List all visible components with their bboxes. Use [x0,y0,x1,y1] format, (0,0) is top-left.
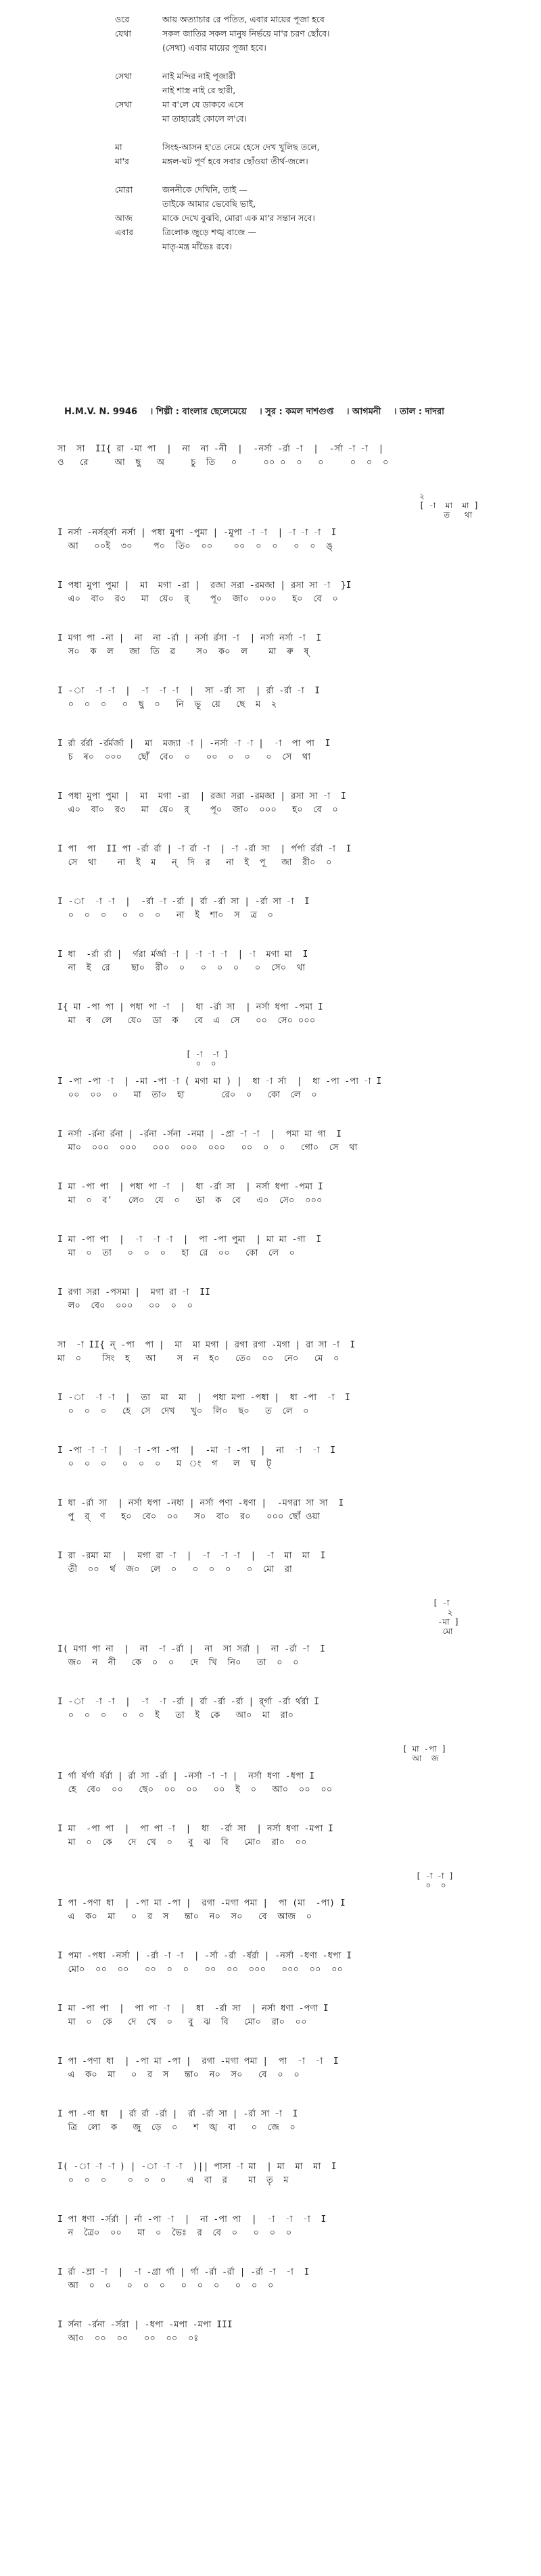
lyric-label: আজ [115,213,133,223]
record-header [64,405,524,420]
lyric-line [115,211,521,225]
swara-line: I -পা -পা -া | -মা -পা -া ( মগা মা ) | ধা -া র্সা | ধা -পা -পা -া I [57,1076,382,1087]
swara-line: I নর্সা -র্রনা র্রনা | -র্রনা -র্সনা -নমা | -প্রা -া -া | পমা মা গা I [57,1129,342,1139]
swara-line: I পধা মুপা পুমা | মা মগা -রা | রজা সরা -রমজা | রসা সা -া }I [57,580,352,591]
lyric-syllable-line: হে বে০ ০০ ছে০ ০০ ০০ ০০ ই ০ আ০ ০০ ০০ [57,1785,333,1795]
swara-line: I নর্সা -নর্সর্র্সা নর্সা | পধা মুপা -পুমা | -মুপা -া -া | -া -া -া I [57,528,337,538]
lyric-syllable-line: ০ ০ ০ হে সে দেখ খু০ লি০ ছ০ ত লে ০ [57,1406,309,1416]
lyric-syllable-line: ন ত্রৈ০ ০০ মা ০ ভৈঃ র বে ০ ০ ০ ০ [57,2228,292,2238]
swara-line: I ধা -র্রা সা | নর্সা ধপা -নধা | নর্সা পণা -ধণা | -মগরা সা সা I [57,1498,344,1508]
lyric-syllable-line: মা ০ তা ০ ০ ০ হা রে ০০ কো লে ০ [57,1248,296,1258]
lyric-syllable-line: ০ ০ ০ ০ ০ ০ এ বা র মা তৃ ম [57,2175,289,2185]
lyric-text: নাই শাস্ত্র নাই রে ছারী, [162,85,236,95]
genre-label: । আগমনী [346,407,381,417]
swara-line: I -া -া -া | -া -া -া | সা -র্রা সা | র্রা -র্রা -া I [57,686,321,696]
lyric-syllable-line: পু র্ ণ হ০ বে০ ০০ স০ বা০ র০ ০০০ ছোঁ ওয়া [57,1512,321,1522]
lyric-text: জননীকে দেখিনি, তাই — [162,184,248,195]
lyric-line [115,197,521,211]
taal-label: । তাল : দাদরা [393,407,444,417]
lyric-text: মাতৃ-মন্ত্র মাঁভৈঃ রবে। [162,241,233,251]
lyric-syllable-line: ০ ০ ০ ০ ০ ই তা ই কে আ০ মা রা০ [57,1710,293,1720]
lyric-syllable-line: ০ ০ ০ ০ ০ ০ ম ং গ ল ঘ ট্ [57,1459,272,1469]
lyric-line [115,26,521,41]
swara-line: I মা -পা পা | পধা পা -া | ধা -র্রা সা | নর্সা ধপা -পমা I [57,1182,323,1192]
lyric-line [115,55,521,69]
lyric-syllable-line: এ০ বা০ র৩ মা য়ে০ র্ পূ০ জা০ ০০০ হ০ বে ০ [57,594,338,604]
swara-line: I পা -পণা ধা | -পা মা -পা | রগা -মগা পমা | পা -া -া I [57,2056,339,2066]
lyric-syllable-line: জ০ ন নী কে ০ ০ দে খি নি০ তা ০ ০ [57,1658,299,1668]
lyric-syllable-line: মা ০ ব' লে০ যে ০ ডা ক বে এ০ সে০ ০০০ [57,1195,323,1206]
swara-line: I( -া -া -া ) | -া -া -া )|| পাসা -া মা | মা মা মা I [57,2162,337,2172]
lyric-syllable-line: সে থা না ই ম ন্ দি র না ই পূ জা রী০ ০ [57,858,332,868]
swara-line: I র্রা র্রর্রা -র্রর্মর্জা | মা মজ্যা -া | -নর্সা -া -া | -া পা পা I [57,739,331,749]
lyric-label: মা'র [115,156,129,166]
swara-line: সা সা II{ রা -মা পা | না না -নী | -নর্সা -র্রা -া | -র্সা -া -া | [57,444,384,454]
lyric-syllable-line: মা ব লে যে০ ডা ক বে এ সে ০০ সে০ ০০০ [57,1016,316,1026]
lyric-text: সিংহ-আসন হ'তে নেমে হেসে দেখ খুলিছ তলে, [162,142,320,152]
marker-text: ২ [ -া মা মা ] ত থা [419,491,479,520]
swara-line: I পা -পণা ধা | -পা মা -পা | রগা -মগা পমা | পা (মা -পা) I [57,1898,346,1908]
swara-line: I পা -ণা ধা | র্রা র্রা -র্রা | র্রা -র্রা সা | -র্রা সা -া I [57,2109,298,2119]
lyric-text: নাই মন্দির নাই পূজারী [162,71,236,81]
swara-line: I মগা পা -না | না না -র্রা | নর্সা র্রসা -া | নর্সা নর্সা -া I [57,633,322,643]
lyric-syllable-line: চ ৰ০ ০০০ ছোঁ বে০ ০ ০০ ০ ০ ০ সে থা [57,752,311,762]
lyric-line [115,69,521,83]
lyric-label: মোরা [115,184,133,195]
lyric-syllable-line: ত্রি লো ক জু ড়ে ০ শ ঙ্খ বা ০ জে ০ [57,2123,296,2133]
lyric-syllable-line: মা ০ কে দে খে ০ বু ঝ বি মো০ রা০ ০০ [57,2017,307,2027]
lyric-label: সেথা [115,71,133,81]
lyric-line [115,154,521,168]
swara-line: I -া -া -া | -া -া -র্রা | র্রা -র্রা -র্রা | র্র্গা -র্রা র্থর্রা I [57,1697,319,1707]
lyric-syllable-line: মা০ ০০০ ০০০ ০০০ ০০০ ০০০ ০০ ০ ০ গো০ সে থা [57,1143,358,1153]
swara-line: I পধা মুপা পুমা | মা মগা -রা | রজা সরা -রমজা | রসা সা -া I [57,791,346,801]
swara-line: I রা -রমা মা | মগা রা -া | -া -া -া | -া মা মা I [57,1551,326,1561]
lyric-label: ওরে [115,14,130,24]
swara-line: I পা পা II পা -র্রা র্রা | -া র্রা -া | -া -র্রা সা | র্পর্পা র্রর্রা -া I [57,844,352,854]
lyric-line [115,225,521,239]
swara-line: I ধা -র্রা র্রা | র্গরা র্মর্জা -া | -া -া -া | -া মগা মা I [57,949,308,960]
lyric-syllable-line: স০ ক ল জা তি ৱ স০ ক০ ল মা ৰু ষ্ [57,647,309,657]
lyric-text: আয় অত্যাচার রে পতিত, এবার মায়ের পূজা হবে [162,14,325,24]
lyric-label: যেথা [115,28,131,39]
marker-text: [ -া -া ] ০ ০ [416,1871,454,1890]
swara-line: I মা -পা পা | পা পা -া | ধা -র্রা সা | নর্সা ধণা -মপা I [57,1824,333,1834]
lyric-syllable-line: এ ক০ মা ০ র স ন্তা০ ন০ স০ বে আজ ০ [57,1912,312,1922]
swara-line: I রগা সরা -পসমা | মগা রা -া II [57,1287,210,1297]
lyric-text: মা ব'লে যে ডাকবে এসে [162,99,243,109]
lyric-line [115,239,521,253]
composer-credit: । সুর : কমল দাশগুপ্ত [259,407,334,417]
lyric-text: (সেথা) এবার মায়ের পূজা হবে। [162,43,266,53]
lyric-text: ত্রিলোক জুড়ে শঙ্খ বাজে — [162,227,256,237]
lyric-label: মা [115,142,122,152]
lyric-syllable-line: আ০ ০০ ০০ ০০ ০০ ০ঃ [57,2333,199,2344]
swara-line: I মা -পা পা | পা পা -া | ধা -র্রা সা | নর্সা ধণা -পণা I [57,2004,329,2014]
lyrics-block [115,12,521,253]
lyric-syllable-line: ০০ ০০ ০ মা তা০ হা রে০ ০ কো লে ০ [57,1090,317,1100]
lyric-line [115,126,521,140]
swara-line: I পা ধণা -র্সর্রা | র্না -পা -া | না -পা পা | -া -া -া I [57,2214,327,2225]
lyric-syllable-line: মা ০ কে দে খে ০ বু ঝ বি মো০ রা০ ০০ [57,1837,307,1848]
swara-line: সা -া II{ ন্ -পা পা | মা মা মগা | রগা রগা -মগা | রা সা -া I [57,1340,356,1350]
swara-line: I -া -া -া | -র্রা -া -র্রা | র্রা -র্রা সা | -র্রা সা -া I [57,897,310,907]
lyric-line [115,41,521,55]
lyric-line [115,140,521,154]
lyric-syllable-line: ০ ০ ০ ০ ছু ০ নি ভূ য়ে ছে ম ২ [57,699,277,710]
lyric-syllable-line: ০ ০ ০ ০ ০ ০ না ই শা০ স ত্র ০ [57,910,274,920]
swara-line: I -া -া -া | তা মা মা | পধা মপা -পধা | ধা -পা -া I [57,1393,350,1403]
marker-text: [ মা -পা ] আ জ [402,1744,447,1763]
lyric-syllable-line: ল০ বে০ ০০০ ০০ ০ ০ [57,1301,193,1311]
swara-line: I{ মা -পা পা | পধা পা -া | ধা -র্রা সা | নর্সা ধপা -পমা I [57,1002,323,1012]
swara-line: I র্গা র্ষর্গা র্ষর্রা | র্রা সা -র্রা | -নর্সা -া -া | নর্সা ধণা -ধপা I [57,1771,315,1781]
swara-line: I র্সনা -র্রনা -র্সরা | -ধপা -মপা -মপা III [57,2320,233,2330]
lyric-line [115,97,521,112]
swara-line: I র্রা -ম্রা -া | -া -গ্রা র্গা | র্গা -র্রা -র্রা | -র্রা -া -া I [57,2267,310,2277]
lyric-text: মঙ্গল-ঘট পূর্ণ হবে সবার ছোঁওয়া তীর্থ-জলে। [162,156,308,166]
marker-text: [ -া ২ -মা ] মো [433,1598,460,1636]
lyric-syllable-line: এ০ বা০ র৩ মা য়ে০ র্ পূ০ জা০ ০০০ হ০ বে ০ [57,805,338,815]
lyric-line [115,12,521,26]
swara-line: I -পা -া -া | -া -পা -পা | -মা -া -পা | না -া -া I [57,1445,336,1456]
record-number: H.M.V. N. 9946 [64,407,138,417]
lyric-text: মা তাহারেই কোলে ল'বে। [162,114,248,124]
lyric-syllable-line: ও রে আ ছু অ চু তি ০ ০০ ০ ০ ০ ০ ০ ০ [57,457,389,468]
lyric-line [115,83,521,97]
lyric-syllable-line: মা ০ সিং হ আ স ন হ০ তে০ ০০ নে০ মে ০ [57,1354,339,1364]
lyric-syllable-line: আ ০০ই ৩০ প০ তি০ ০০ ০০ ০ ০ ০ ০ ঙ্ [57,541,333,551]
lyric-syllable-line: না ই রে ছা০ রী০ ০ ০ ০ ০ ০ সে০ থা [57,963,306,973]
lyric-line [115,168,521,182]
lyric-syllable-line: মো০ ০০ ০০ ০০ ০ ০ ০০ ০০ ০০০ ০০০ ০০ ০০ [57,1964,343,1975]
lyric-syllable-line: এ ক০ মা ০ র স ন্তা০ ন০ স০ বে ০ ০ [57,2070,300,2080]
lyric-syllable-line: তী ০০ র্থ জ০ লে ০ ০ ০ ০ ০ মো রা [57,1564,292,1575]
lyric-label: সেথা [115,99,133,109]
swara-line: I পমা -পধা -নর্সা | -র্রা -া -া | -র্সা -র্রা -র্ষর্রা | -নর্সা -ধণা -ধপা I [57,1951,352,1961]
marker-text: [ -া -া ] ০ ০ [186,1049,229,1068]
lyric-label: এবার [115,227,133,237]
lyric-syllable-line: আ ০ ০ ০ ০ ০ ০ ০ ০ ০ ০ ০ [57,2281,274,2291]
swara-line: I মা -পা পা | -া -া -া | পা -পা পুমা | মা মা -গা I [57,1235,322,1245]
swara-line: I( মগা পা না | না -া -র্রা | না সা সর্রা | না -র্রা -া I [57,1644,325,1654]
lyric-text: সকল জাতির সকল মানুষ নির্ভয়ে মা'র চরণ ছোঁবে। [162,28,330,39]
artist-credit: । শিল্পী : বাংলার ছেলেমেয়ে [149,407,247,417]
lyric-text: মাকে দেখে বুঝবি, মোরা এক মা'র সন্তান সবে। [162,213,315,223]
lyric-line [115,182,521,197]
lyric-line [115,112,521,126]
lyric-text: তাইকে আমার ভেবেছি ভাই, [162,199,256,209]
